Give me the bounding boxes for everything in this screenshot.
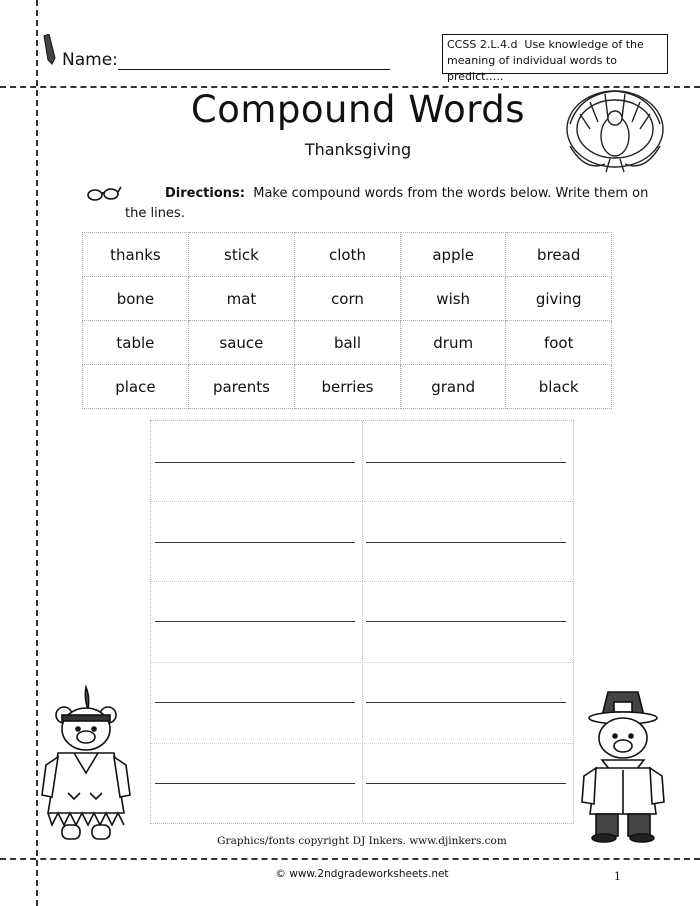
table-row: [83, 277, 612, 321]
turkey-icon: [560, 84, 670, 179]
answer-grid: [150, 420, 574, 824]
answer-row-separator: [151, 662, 573, 663]
word-cell: wish: [400, 277, 505, 321]
word-cell: mat: [188, 277, 294, 321]
answer-row-separator: [151, 743, 573, 744]
answer-line-6[interactable]: [366, 621, 566, 622]
directions: [125, 184, 655, 224]
word-cell: black: [506, 365, 612, 409]
standard-text-1: Use knowledge of the: [524, 38, 644, 51]
word-cell: place: [83, 365, 189, 409]
pencil-icon: [40, 34, 58, 66]
table-row: [83, 321, 612, 365]
answer-line-1[interactable]: [155, 462, 355, 463]
word-cell: table: [83, 321, 189, 365]
answer-line-2[interactable]: [366, 462, 566, 463]
copyright-text: Graphics/fonts copyright DJ Inkers. www.djinkers.com: [217, 835, 507, 847]
word-cell: ball: [295, 321, 401, 365]
standard-code: CCSS 2.L.4.d: [447, 38, 518, 51]
answer-line-5[interactable]: [155, 621, 355, 622]
answer-divider: [362, 421, 363, 823]
word-cell: sauce: [188, 321, 294, 365]
word-cell: parents: [188, 365, 294, 409]
answer-line-9[interactable]: [155, 783, 355, 784]
name-label: Name:: [62, 50, 118, 70]
word-cell: apple: [400, 233, 505, 277]
word-cell: thanks: [83, 233, 189, 277]
directions-label: Directions:: [165, 186, 245, 201]
standard-text-2: meaning of individual words to predict…..: [447, 54, 617, 83]
answer-line-3[interactable]: [155, 542, 355, 543]
name-input-line[interactable]: [118, 69, 390, 70]
page-title: Compound Words: [190, 88, 526, 131]
word-cell: corn: [295, 277, 401, 321]
page-number: 1: [614, 870, 621, 883]
table-row: [83, 365, 612, 409]
answer-line-10[interactable]: [366, 783, 566, 784]
native-bear-icon: [38, 685, 138, 845]
word-cell: bone: [83, 277, 189, 321]
word-cell: giving: [506, 277, 612, 321]
word-cell: grand: [400, 365, 505, 409]
answer-line-8[interactable]: [366, 702, 566, 703]
glasses-icon: [86, 184, 122, 202]
pilgrim-bear-icon: [578, 688, 668, 843]
word-cell: bread: [506, 233, 612, 277]
word-cell: stick: [188, 233, 294, 277]
answer-row-separator: [151, 581, 573, 582]
word-cell: cloth: [295, 233, 401, 277]
footer-site: © www.2ndgradeworksheets.net: [275, 868, 449, 880]
table-row: [83, 233, 612, 277]
word-cell: foot: [506, 321, 612, 365]
directions-text: Make compound words from the words below. Write them on the lines.: [125, 186, 649, 221]
answer-row-separator: [151, 501, 573, 502]
standard-box: [442, 34, 668, 83]
answer-line-4[interactable]: [366, 542, 566, 543]
page-subtitle: Thanksgiving: [304, 140, 412, 159]
word-bank-table: [82, 232, 612, 409]
word-cell: drum: [400, 321, 505, 365]
answer-line-7[interactable]: [155, 702, 355, 703]
word-cell: berries: [295, 365, 401, 409]
cut-line-bottom: [0, 858, 700, 860]
